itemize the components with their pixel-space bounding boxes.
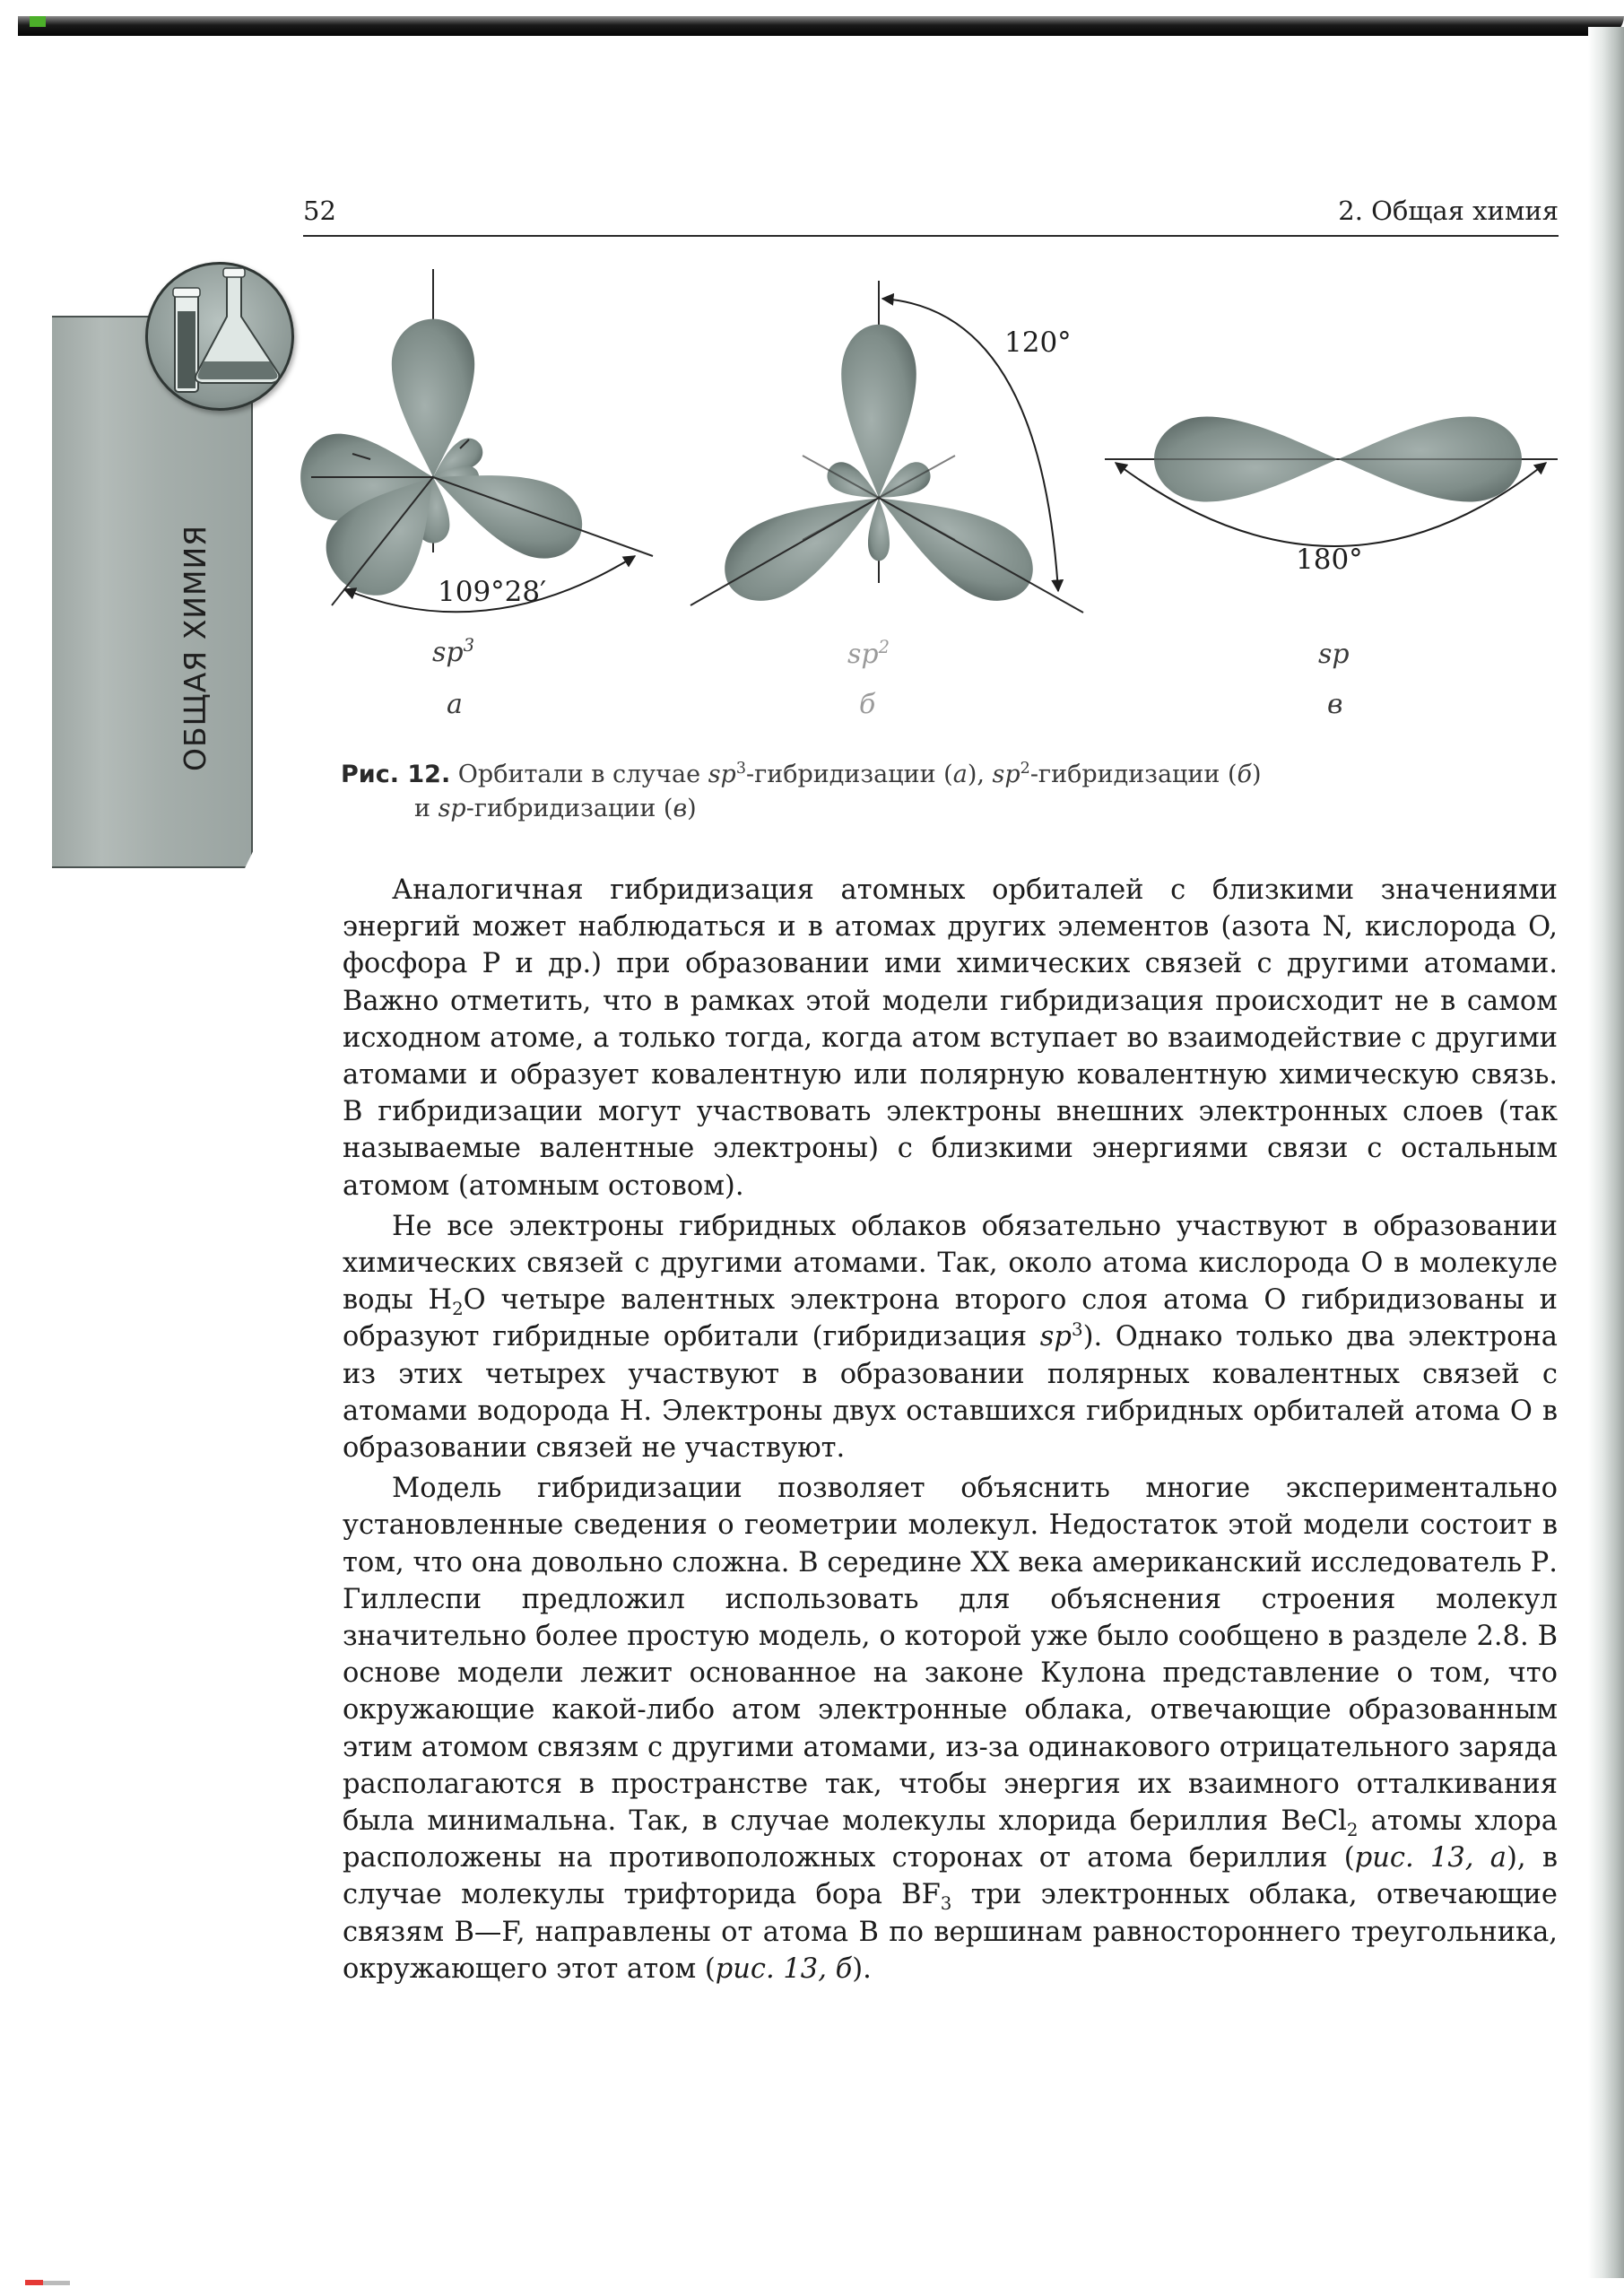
- hybridization-label-sp2: $sp^2$: [847, 637, 890, 670]
- hybridization-label-sp: sp: [1318, 639, 1350, 670]
- scan-color-mark: [25, 2280, 43, 2285]
- panel-letter-a: а: [447, 689, 463, 720]
- scan-color-mark: [43, 2281, 70, 2285]
- caption-line-1: Рис. 12. Орбитали в случае $sp^3$-гибридизации (а), $sp^2$-гибридизации (б): [341, 760, 1262, 788]
- angle-label-sp: 180°: [1296, 544, 1363, 576]
- figure-reference: рис. 13, б: [715, 1952, 853, 1985]
- side-tab-label: ОБЩАЯ ХИМИЯ: [178, 524, 213, 771]
- caption-label: Рис. 12.: [341, 761, 451, 788]
- scan-edge-top: [18, 16, 1624, 36]
- lab-glassware-icon: [145, 262, 294, 411]
- angle-label-sp3: 109°28′: [438, 576, 547, 608]
- panel-letter-c: в: [1327, 689, 1343, 720]
- sp3-orbitals: [300, 269, 653, 613]
- paragraph-1: Аналогичная гибридизация атомных орбиталей с близкими значениями энергий может наблюдаться и в атомах других элементов (азота N, кислорода O, фосфора P и др.) при образовании ими химических связей с другими атомами. Важно отметить, что в рамках этой модели гибридизация происходит не в самом исходном атоме, а только тогда, когда атом вступает во взаимодействие с другими атомами и образует ковалентную или полярную ковалентную химическую связь. В гибридизации могут участвовать электроны внешних электронных слоев (так называемые валентные электроны) с близкими энергиями связи с остальным атомом (атомным остовом).: [343, 874, 1558, 1202]
- running-head: [303, 196, 1559, 237]
- paragraph-2: Не все электроны гибридных облаков обязательно участвуют в образовании химических связей с другими атомами. Так, около атома кислорода O в молекуле воды $H_2O$ четыре валентных электрона второго слоя атома O гибридизованы и образуют гибридные орбитали (гибридизация $sp^3$). Однако только два электрона из этих четырех участвуют в образовании полярных ковалентных связей с атомами водорода H. Электроны двух оставшихся гибридных орбиталей атома O в образовании связей не участвуют.: [343, 1210, 1558, 1465]
- page-number: 52: [303, 196, 336, 226]
- figure-caption: [341, 758, 1417, 826]
- angle-label-sp2: 120°: [1004, 326, 1072, 359]
- scan-color-mark: [30, 16, 46, 27]
- body-text: [343, 872, 1558, 1987]
- orbital-diagram: [296, 251, 1596, 753]
- figure-12: [296, 251, 1596, 753]
- caption-line-2: и sp-гибридизации (в): [414, 795, 697, 822]
- paragraph-3: Модель гибридизации позволяет объяснить многие экспериментально установленные сведения о геометрии молекул. Недостаток этой модели состоит в том, что она довольно сложна. В середине XX века американский исследователь Р. Гиллеспи предложил использовать для объяснения строения молекул значительно более простую модель, о которой уже было сообщено в разделе 2.8. В основе модели лежит основанное на законе Кулона представление о том, что окружающие какой-либо атом электронные облака, отвечающие образованным этим атомом связям с другими атомами, из-за одинакового отрицательного заряда располагаются в пространстве так, чтобы энергия их взаимного отталкивания была минимальна. Так, в случае молекулы хлорида бериллия BeCl$_2$ атомы хлора расположены на противоположных сторонах от атома бериллия (рис. 13, а), в случае молекулы трифторида бора $BF_3$ три электронных облака, отвечающие связям B—F, направлены от атома B по вершинам равностороннего треугольника, окружающего этот атом (рис. 13, б).: [343, 1473, 1558, 1985]
- figure-reference: рис. 13, а: [1354, 1842, 1507, 1874]
- hybridization-label-sp3: $sp^3$: [432, 635, 475, 668]
- chapter-title: 2. Общая химия: [1338, 196, 1559, 226]
- sp-orbitals: [1105, 416, 1558, 546]
- panel-letter-b: б: [859, 689, 876, 720]
